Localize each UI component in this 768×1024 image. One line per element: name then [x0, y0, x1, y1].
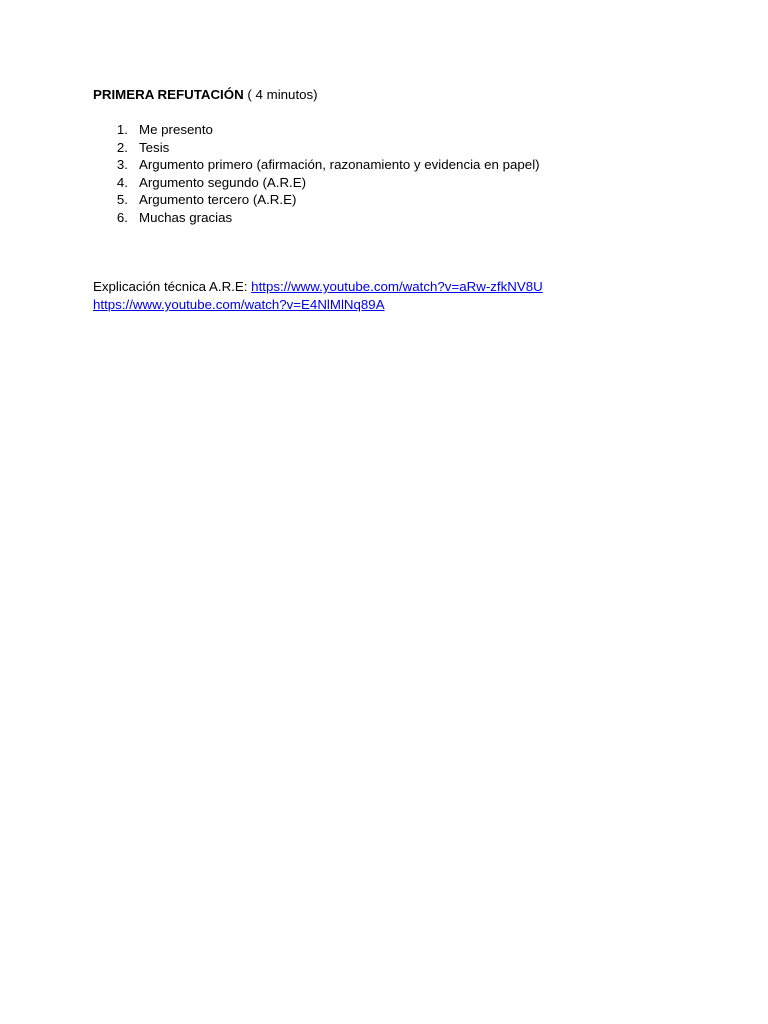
youtube-link-2[interactable]: https://www.youtube.com/watch?v=E4NlMlNq89A [93, 297, 385, 312]
heading-title: PRIMERA REFUTACIÓN [93, 87, 244, 102]
steps-list [93, 121, 693, 226]
list-item [93, 121, 693, 139]
list-item [93, 191, 693, 209]
list-item-number: 6. [116, 209, 128, 225]
list-item-text: Argumento tercero (A.R.E) [139, 192, 297, 207]
list-item-text: Tesis [139, 139, 170, 155]
document-content [93, 86, 693, 314]
list-item [93, 139, 693, 157]
list-item [93, 156, 693, 174]
list-item-number: 2. [116, 139, 128, 155]
second-link-line [93, 296, 693, 314]
explanation-label: Explicación técnica A.R.E: [93, 279, 248, 294]
document-heading [93, 86, 693, 104]
list-item [93, 209, 693, 227]
explanation-section [93, 278, 693, 314]
list-item-number: 5. [116, 192, 128, 207]
list-item-number: 3. [116, 157, 128, 172]
list-item-text: Me presento [139, 122, 213, 137]
list-item-number: 1. [116, 122, 128, 137]
explanation-line [93, 278, 693, 296]
list-item-text: Muchas gracias [139, 209, 233, 225]
heading-duration: ( 4 minutos) [247, 87, 318, 102]
youtube-link-1[interactable]: https://www.youtube.com/watch?v=aRw-zfkNV8U [251, 279, 543, 294]
list-item-number: 4. [116, 174, 128, 190]
list-item-text: Argumento primero (afirmación, razonamiento y evidencia en papel) [139, 157, 540, 172]
list-item [93, 174, 693, 192]
list-item-text: Argumento segundo (A.R.E) [139, 174, 307, 190]
